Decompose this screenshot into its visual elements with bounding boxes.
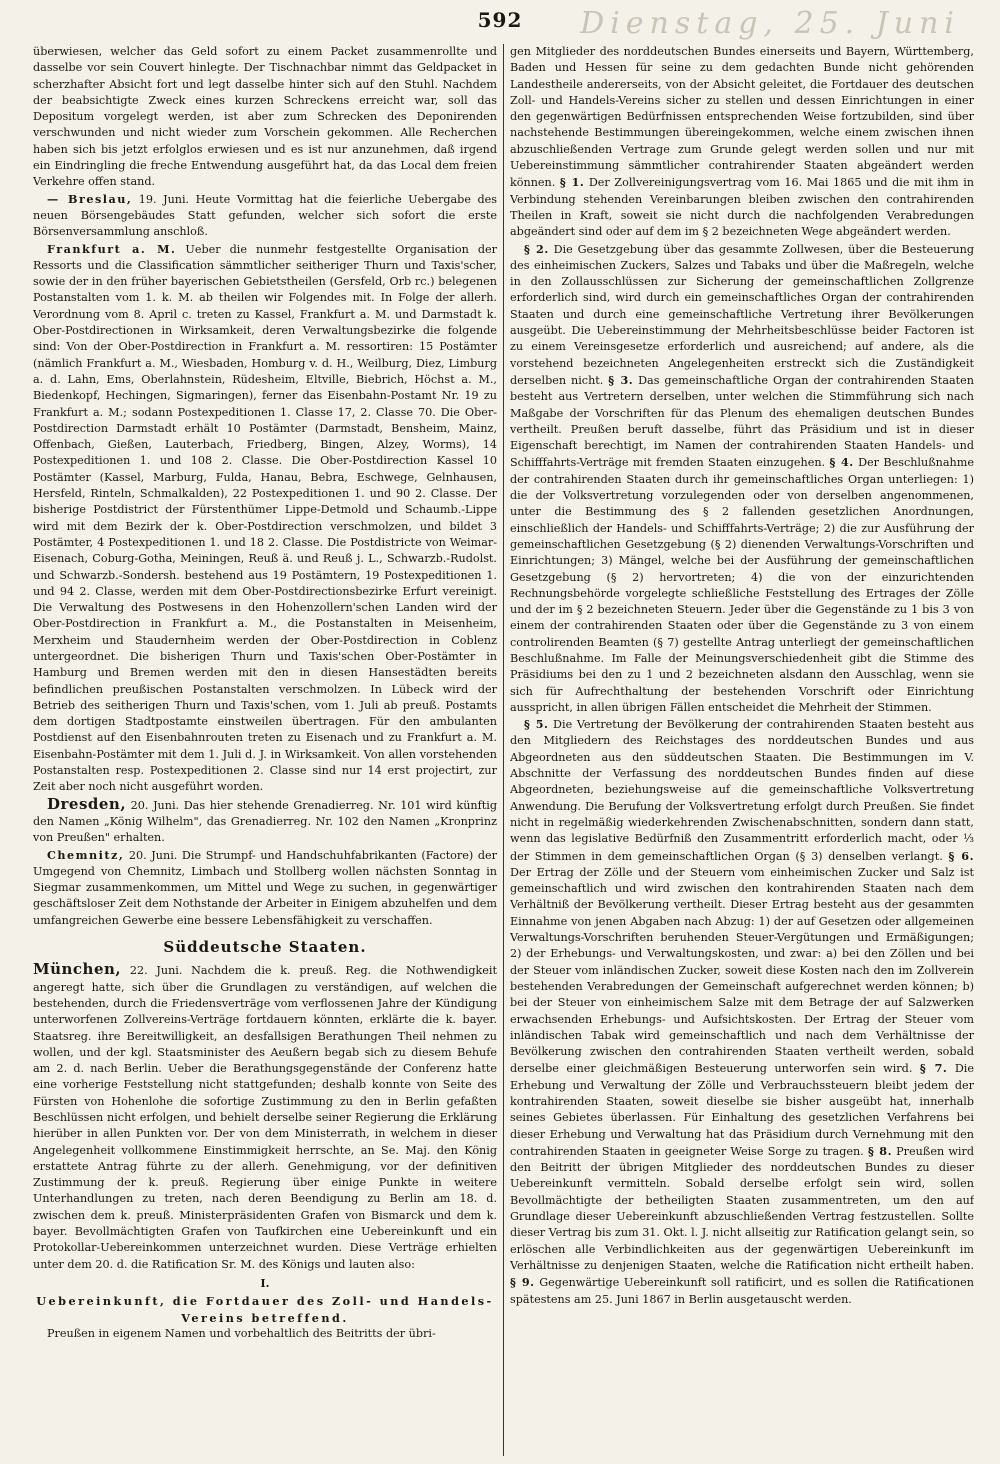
article-text: Der Beschlußnahme der contrahirenden Staaten durch ihr gemeinschaftliches Organ unterliegen: 1) die der Volksvertretung vorzulegenden oder von derselben angenommenen, unter die Bestimmung des § 2 fallenden gesetzlichen Anordnungen, einschließlich der Handels- und Schifffahrts-Verträge; 2) die zur Ausführung der gemeinschaftlichen Gesetzgebung (§ 2) dienenden Verwaltungs-Vorschriften und Einrichtungen; 3) Mängel, welche bei der Ausführung der gemeinschaftlichen Gesetzgebung (§ 2) hervortreten; 4) die von der einzurichtenden Rechnungsbehörde vorgelegte schließliche Feststellung des Ertrages der Zölle und der im § 2 bezeichneten Steuern. Jeder über die Gegenstände zu 1 bis 3 von einem der contrahirenden Staaten oder über die Gegenstände zu 3 von einem controlirenden Beamten (§ 7) gestellte Antrag unterliegt der gemeinschaftlichen Beschlußnahme. Im Falle der Meinungsverschiedenheit gibt die Stimme des Präsidiums bei den zu 1 und 2 bezeichneten alsdann den Ausschlag, wenn sie sich für Aufrechthaltung der bestehenden Vorschrift oder Einrichtung ausspricht, in allen übrigen Fällen entscheidet die Mehrheit der Stimmen. [510, 456, 974, 714]
article-text: gen Mitglieder des norddeutschen Bundes einerseits und Bayern, Württemberg, Baden und Hessen für seine zu dem gedachten Bunde nicht gehörenden Landestheile andererseits, von der Absicht geleitet, die Fortdauer des deutschen Zoll- und Handels-Vereins sicher zu stellen und dessen Einrichtungen in einer den gegenwärtigen Bedürfnissen entsprechenden Weise fortzubilden, sind über nachstehende Bestimmungen übereingekommen, welche einem zwischen ihnen abzuschließenden Vertrage zum Grunde gelegt werden sollen und nur mit Uebereinstimmung sämmtlicher contrahirender Staaten abgeändert werden können. [510, 45, 974, 190]
article-breslau [33, 191, 497, 241]
dateline-muenchen: München, [33, 960, 122, 979]
section-mark: § 8. [867, 1143, 892, 1158]
header-bleed-through: Dienstag, 25. Juni [580, 6, 960, 41]
treaty-numeral: I. [260, 1275, 270, 1290]
section-mark: § 5. [524, 717, 549, 732]
section-mark: § 4. [829, 455, 854, 470]
article-text: Gegenwärtige Uebereinkunft soll ratificirt, und es sollen die Ratificationen spätestens am 25. Juni 1867 in Berlin ausgetauscht werden. [510, 1276, 974, 1306]
dateline-dresden: Dresden, [47, 794, 127, 813]
section-mark: § 1. [559, 175, 585, 190]
left-column [33, 44, 497, 1456]
article-text: 20. Juni. Das hier stehende Grenadierreg. Nr. 101 wird künftig den Namen „König Wilhelm", das Grenadierreg. Nr. 102 den Namen „Kronprinz von Preußen" erhalten. [33, 798, 497, 845]
article-text: Der Zollvereinigungsvertrag vom 16. Mai 1865 und die mit ihm in Verbindung stehenden Vereinbarungen bleiben zwischen den contrahirenden Theilen in Kraft, soweit sie nicht durch die nachfolgenden Verabredungen abgeändert sind oder auf dem im § 2 bezeichneten Wege abgeändert werden. [510, 176, 974, 239]
section-heading: Süddeutsche Staaten. [163, 938, 367, 957]
article-text: Ueber die nunmehr festgestellte Organisation der Ressorts und die Classification sämmtlicher seitheriger Thurn und Taxis'scher, sowie der in den früher bayerischen Gebietstheilen (Gersfeld, Orb rc.) belegenen Postanstalten vom 1. k. M. ab theilen wir Folgendes mit. In Folge der allerh. Verordnung vom 8. April c. treten zu Kassel, Frankfurt a. M. und Darmstadt k. Ober-Postdirectionen in Wirksamkeit, deren Verwaltungsbezirke die folgende sind: Von der Ober-Postdirection in Frankfurt a. M. ressortiren: 15 Postämter (nämlich Frankfurt a. M., Wiesbaden, Homburg v. d. H., Weilburg, Diez, Limburg a. d. Lahn, Ems, Oberlahnstein, Rüdesheim, Eltville, Biebrich, Höchst a. M., Biedenkopf, Hechingen, Sigmaringen), ferner das Eisenbahn-Postamt Nr. 19 zu Frankfurt a. M.; sodann Postexpeditionen 1. Classe 17, 2. Classe 70. Die Ober-Postdirection Darmstadt erhält 10 Postämter (Darmstadt, Bensheim, Mainz, Offenbach, Gießen, Lauterbach, Friedberg, Bingen, Alzey, Worms), 14 Postexpeditionen 1. und 108 2. Classe. Die Ober-Postdirection Kassel 10 Postämter (Kassel, Marburg, Fulda, Hanau, Bebra, Eschwege, Gelnhausen, Hersfeld, Rinteln, Schmalkalden), 22 Postexpeditionen 1. und 90 2. Classe. Der bisherige Postdistrict der Fürstenthümer Lippe-Detmold und Schaumb.-Lippe wird mit dem Bezirk der k. Ober-Postdirection verschmolzen, und bildet 3 Postämter, 4 Postexpeditionen 1. und 18 2. Classe. Die Postdistricte von Weimar-Eisenach, Coburg-Gotha, Meiningen, Reuß ä. und Reuß j. L., Schwarzb.-Rudolst. und Schwarzb.-Sondersh. bestehend aus 19 Postämtern, 19 Postexpeditionen 1. und 94 2. Classe, werden mit dem Ober-Postdirectionsbezirke Erfurt vereinigt. Die Verwaltung des Postwesens in den Hohenzollern'schen Landen wird der Ober-Postdirection in Frankfurt a. M., die Postanstalten in Meisenheim, Merxheim und Staudernheim werden der Ober-Postdirection in Coblenz untergeordnet. Die bisherigen Thurn und Taxis'schen Ober-Postämter in Hamburg und Bremen werden mit den in diesen Hansestädten bereits befindlichen preußischen Postanstalten verschmolzen. In Lübeck wird der Betrieb des seitherigen Thurn und Taxis'schen, vom 1. Juli ab preuß. Postamts dem dortigen Stadtpostamte einstweilen übertragen. Für den ambulanten Postdienst auf den Eisenbahnrouten treten zu Eisenach und zu Frankfurt a. M. Eisenbahn-Postämter mit dem 1. Juli d. J. in Wirksamkeit. Von allen vorstehenden Postanstalten resp. Postexpeditionen 2. Classe sind nur 14 erst projectirt, zur Zeit aber noch nicht ausgeführt worden. [33, 242, 497, 794]
article-text: überwiesen, welcher das Geld sofort zu einem Packet zusammenrollte und dasselbe vor sein Couvert hinlegte. Der Tischnachbar nimmt das Geldpacket in scherzhafter Absicht fort und legt dasselbe hinter sich auf den Stuhl. Nachdem der beabsichtigte Zweck eines kurzen Schreckens erreicht war, soll das Depositum vorgelegt werden, ist aber zum Schrecken des Deponirenden verschwunden und nicht wieder zum Vorschein gekommen. Alle Recherchen haben sich bis jetzt erfolglos erwiesen und es ist nur anzunehmen, daß irgend ein Eindringling die freche Entwendung ausgeführt hat, da das Local dem freien Verkehre offen stand. [33, 45, 497, 189]
dateline-breslau: — Breslau, [47, 191, 133, 206]
dateline-chemnitz: Chemnitz, [47, 847, 125, 862]
article-text: Das gemeinschaftliche Organ der contrahirenden Staaten besteht aus Vertretern derselben, unter welchen die Stimmführung sich nach Maßgabe der Vorschriften für das Plenum des ehemaligen deutschen Bundes vertheilt. Preußen beruft dasselbe, führt das Präsidium und ist in dieser Eigenschaft berechtigt, im Namen der contrahirenden Staaten Handels- und Schifffahrts-Verträge mit fremden Staaten einzugehen. [510, 373, 974, 470]
treaty-opening [33, 1326, 497, 1342]
page-number: 592 [477, 8, 523, 32]
right-column [510, 44, 974, 1456]
treaty-preamble [510, 44, 974, 241]
treaty-title: Uebereinkunft, die Fortdauer des Zoll- und Handels-Vereins betreffend. [36, 1294, 494, 1325]
section-mark: § 6. [948, 848, 974, 863]
article-dresden [33, 796, 497, 847]
article-text: Die Vertretung der Bevölkerung der contrahirenden Staaten besteht aus den Mitgliedern des Reichstages des norddeutschen Bundes und aus Abgeordneten aus den süddeutschen Staaten. Die Bestimmungen im V. Abschnitte der Verfassung des norddeutschen Bundes finden auf diese Abgeordneten, beziehungsweise auf die gemeinschaftliche Volksvertretung Anwendung. Die Berufung der Volksvertretung erfolgt durch Preußen. Sie findet nicht in regelmäßig wiederkehrenden Zwischenabschnitten, sondern dann statt, wenn das legislative Bedürfniß den Zusammentritt erforderlich macht, oder ⅓ der Stimmen in dem gemeinschaftlichen Organ (§ 3) denselben verlangt. [510, 718, 974, 863]
article-chemnitz [33, 847, 497, 929]
section-mark: § 9. [510, 1275, 535, 1290]
column-rule [503, 44, 504, 1456]
section-mark: § 7. [919, 1061, 948, 1076]
article-text: Der Ertrag der Zölle und der Steuern vom einheimischen Zucker und Salz ist gemeinschaftlich und wird zwischen den kontrahirenden Staaten nach dem Verhältniß der Bevölkerung vertheilt. Dieser Ertrag besteht aus der gesammten Einnahme von jenen Abgaben nach Abzug: 1) der auf Gesetzen oder allgemeinen Verwaltungs-Vorschriften beruhenden Steuer-Vergütungen und Ermäßigungen; 2) der Erhebungs- und Verwaltungskosten, und zwar: a) bei den Zöllen und bei der Steuer vom inländischen Zucker, soweit diese Kosten nach den im Zollverein bestehenden Verabredungen der Gemeinschaft aufgerechnet werden können; b) bei der Steuer von einheimischem Salze mit dem Betrage der auf Salzwerken erwachsenden Erhebungs- und Aufsichtskosten. Der Ertrag der Steuer vom inländischen Tabak wird gemeinschaftlich und nach dem Verhältnisse der Bevölkerung zwischen den contrahirenden Staaten vertheilt werden, sobald derselbe einer gleichmäßigen Besteuerung unterworfen sein wird. [510, 865, 974, 1076]
treaty-section-5 [510, 716, 974, 1308]
article-text: Die Gesetzgebung über das gesammte Zollwesen, über die Besteuerung des einheimischen Zuckers, Salzes und Tabaks und über die Maßregeln, welche in den Zollausschlüssen zur Sicherung der gemeinschaftlichen Zollgrenze erforderlich sind, wird durch ein gemeinschaftliches Organ der contrahirenden Staaten und durch eine gemeinschaftliche Vertretung ihrer Bevölkerungen ausgeübt. Die Uebereinstimmung der Mehrheitsbeschlüsse beider Factoren ist zu einem Vereinsgesetze erforderlich und ausreichend; auf andere, als die vorstehend bezeichneten Angelegenheiten erstreckt sich die Zuständigkeit derselben nicht. [510, 242, 974, 387]
article-text: 19. Juni. Heute Vormittag hat die feierliche Uebergabe des neuen Börsengebäudes Statt gefunden, welcher sich sofort die erste Börsenversammlung anschloß. [33, 192, 497, 239]
section-mark: § 2. [524, 241, 549, 256]
section-mark: § 3. [608, 372, 634, 387]
article-continuation [33, 44, 497, 191]
article-frankfurt [33, 241, 497, 796]
dateline-frankfurt: Frankfurt a. M. [47, 241, 177, 256]
article-text: Preußen wird den Beitritt der übrigen Mitglieder des norddeutschen Bundes zu dieser Uebereinkunft vermitteln. Sobald derselbe erfolgt sein wird, sollen Bevollmächtigte der betheiligten Staaten zusammentreten, um den auf Grundlage dieser Uebereinkunft abzuschließenden Vertrag festzustellen. Sollte dieser Vertrag bis zum 31. Okt. l. J. nicht allseitig zur Ratification gelangt sein, so erlöschen alle Verbindlichkeiten aus der gegenwärtigen Uebereinkunft im Verhältnisse zu denjenigen Staaten, welche die Ratification nicht ertheilt haben. [510, 1144, 974, 1272]
article-muenchen [33, 961, 497, 1273]
article-text: Die Erhebung und Verwaltung der Zölle und Verbrauchssteuern bleibt jedem der kontrahirenden Staaten, soweit dieselbe sie bisher ausgeübt hat, innerhalb seines Gebietes überlassen. Für Einhaltung des gesetzlichen Verfahrens bei dieser Erhebung und Verwaltung hat das Präsidium durch Vernehmung mit den contrahirenden Staaten in geeigneter Weise Sorge zu tragen. [510, 1062, 974, 1158]
article-text: Preußen in eigenem Namen und vorbehaltlich des Beitritts der übri- [47, 1326, 436, 1340]
treaty-section-2 [510, 241, 974, 717]
article-text: 20. Juni. Die Strumpf- und Handschuhfabrikanten (Factore) der Umgegend von Chemnitz, Limbach und Stollberg wollen nächsten Sonntag in Siegmar zusammenkommen, um Mittel und Wege zu suchen, in gegenwärtiger geschäftsloser Zeit dem Nothstande der Arbeiter in Einigem abzuhelfen und dem umfangreichen Gewerbe eine bessere Lebensfähigkeit zu verschaffen. [33, 848, 497, 927]
article-text: 22. Juni. Nachdem die k. preuß. Reg. die Nothwendigkeit angeregt hatte, sich über die Grundlagen zu verständigen, auf welchen die bestehenden, durch die Friedensverträge vom verflossenen Jahre der Kündigung unterworfenen Zollvereins-Verträge fortdauern könnten, erklärte die k. bayer. Staatsreg. ihre Bereitwilligkeit, an desfallsigen Berathungen Theil nehmen zu wollen, und der kgl. Staatsminister des Aeußern begab sich zu diesem Behufe am 2. d. nach Berlin. Ueber die Berathungsgegenstände der Conferenz hatte eine vorherige Feststellung nicht stattgefunden; deshalb konnte von Seite des Fürsten von Hohenlohe die sofortige Zustimmung zu den in Berlin gefaßten Beschlüssen nicht erfolgen, und behielt derselbe seiner Regierung die Erklärung hierüber in allen Punkten vor. Der von dem Ministerrath, in welchem in dieser Angelegenheit vollkommene Einstimmigkeit herrschte, an Se. Maj. den König erstattete Antrag führte zu der allerh. Genehmigung, vor der definitiven Zustimmung der k. preuß. Regierung über einige Punkte in weitere Unterhandlungen zu treten, nach deren Beendigung zu Berlin am 18. d. zwischen dem k. preuß. Ministerpräsidenten Grafen von Bismarck und dem k. bayer. Bevollmächtigten Grafen von Taufkirchen eine Uebereinkunft und ein Protokollar-Uebereinkommen unterzeichnet wurden. Diese Verträge erhielten unter dem 20. d. die Ratification Sr. M. des Königs und lauten also: [33, 964, 497, 1271]
